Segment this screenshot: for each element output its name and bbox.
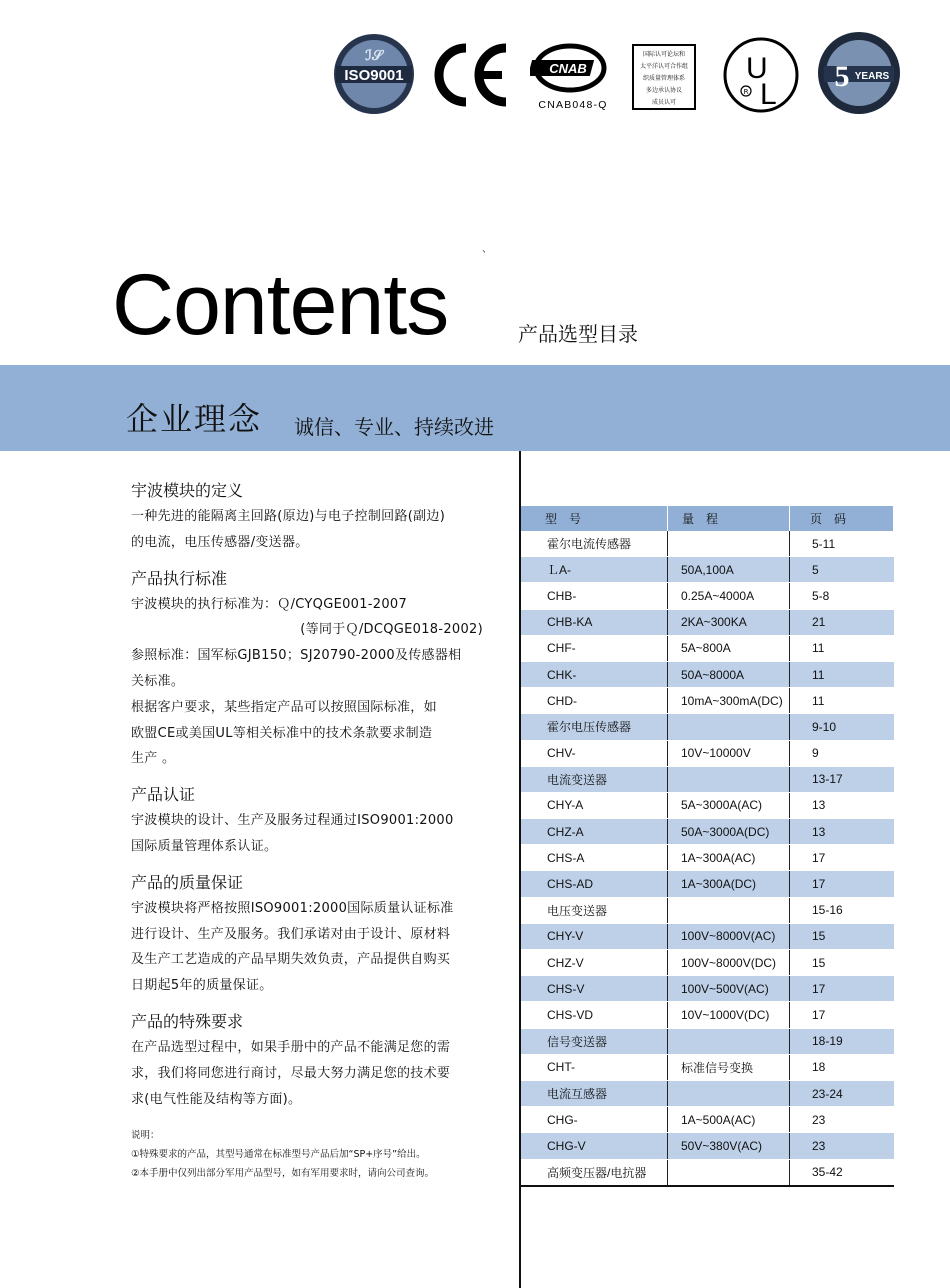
- cell-page: 11: [790, 661, 894, 687]
- cell-model: CHB-KA: [521, 609, 668, 635]
- iaf-mutual-recognition-mark: [632, 44, 696, 110]
- company-info-column: [131, 478, 483, 1183]
- banner-title: 企业理念: [126, 400, 263, 438]
- svg-text:CNAB048-Q: CNAB048-Q: [538, 99, 608, 111]
- note-item: ②本手册中仅列出部分军用产品型号，如有军用要求时，请向公司查询。: [131, 1168, 435, 1180]
- cell-page: 17: [790, 871, 894, 897]
- special-line: 求(电气性能及结构等方面)。: [131, 1091, 302, 1107]
- cell-range: [668, 1159, 790, 1186]
- cnab-logo: [530, 38, 616, 112]
- quality-line: 及生产工艺造成的产品早期失效负责，产品提供自购买: [131, 952, 451, 968]
- cell-model: 电流互感器: [521, 1080, 668, 1106]
- table-row: [521, 950, 894, 976]
- section-title-standard: 产品执行标准: [131, 568, 228, 588]
- cell-model: 电流变送器: [521, 766, 668, 792]
- cell-page: 23: [790, 1133, 894, 1159]
- special-line: 在产品选型过程中，如果手册中的产品不能满足您的需: [131, 1039, 451, 1055]
- svg-text:YEARS: YEARS: [854, 71, 890, 82]
- certification-logos: [330, 30, 900, 120]
- table-row: [521, 766, 894, 792]
- table-row: [521, 897, 894, 923]
- cell-range: 1A~500A(AC): [668, 1107, 790, 1133]
- section-title-definition: 宇波模块的定义: [131, 481, 244, 500]
- page-title: Contents: [112, 257, 449, 353]
- table-row: [521, 661, 894, 687]
- section-title-special: 产品的特殊要求: [131, 1011, 244, 1031]
- cell-page: 11: [790, 688, 894, 714]
- svg-text:国际认可论坛和: 国际认可论坛和: [642, 51, 686, 58]
- standard-line: (等同于Ｑ/DCQGE018-2002): [300, 622, 483, 638]
- cell-model: CHY-V: [521, 923, 668, 949]
- table-row: [521, 1159, 894, 1186]
- cell-range: 5A~3000A(AC): [668, 792, 790, 818]
- cell-page: 23: [790, 1107, 894, 1133]
- certification-line: 宇波模块的设计、生产及服务过程通过ISO9001:2000: [131, 813, 454, 829]
- cell-page: 23-24: [790, 1080, 894, 1106]
- cell-range: 0.25A~4000A: [668, 583, 790, 609]
- table-row: [521, 531, 894, 557]
- certification-line: 国际质量管理体系认证。: [131, 838, 278, 854]
- cell-range: [668, 714, 790, 740]
- header-range: 量 程: [668, 506, 790, 531]
- table-row: [521, 1054, 894, 1080]
- cell-page: 15-16: [790, 897, 894, 923]
- ce-mark-logo: [434, 42, 510, 108]
- table-row: [521, 792, 894, 818]
- svg-text:R: R: [743, 88, 749, 96]
- cell-page: 17: [790, 1002, 894, 1028]
- cell-page: 5-11: [790, 531, 894, 557]
- cell-model: CHS-A: [521, 845, 668, 871]
- cell-page: 13: [790, 792, 894, 818]
- svg-text:ISO9001: ISO9001: [344, 67, 404, 84]
- cell-model: CHF-: [521, 635, 668, 661]
- cell-range: 100V~8000V(DC): [668, 950, 790, 976]
- cell-model: CHZ-A: [521, 819, 668, 845]
- cell-page: 15: [790, 923, 894, 949]
- svg-text:成员认可: 成员认可: [651, 99, 677, 106]
- cell-model: CHT-: [521, 1054, 668, 1080]
- quality-line: 进行设计、生产及服务。我们承诺对由于设计、原材料: [131, 926, 451, 942]
- notes: [131, 1126, 483, 1183]
- cell-model: CHS-V: [521, 976, 668, 1002]
- notes-title: 说明：: [131, 1130, 160, 1142]
- cell-range: 50A,100A: [668, 557, 790, 583]
- cell-page: 5-8: [790, 583, 894, 609]
- table-row: [521, 1028, 894, 1054]
- cell-page: 21: [790, 609, 894, 635]
- cell-model: 高频变压器/电抗器: [521, 1159, 668, 1186]
- cell-model: 信号变送器: [521, 1028, 668, 1054]
- table-row: [521, 923, 894, 949]
- cell-model: 电压变送器: [521, 897, 668, 923]
- standard-line: 宇波模块的执行标准为：Ｑ/CYQGE001-2007: [131, 596, 408, 612]
- product-selection-table: [521, 506, 894, 1187]
- standard-line: 欧盟CE或美国UL等相关标准中的技术条款要求制造: [131, 725, 433, 741]
- table-row: [521, 714, 894, 740]
- cell-range: [668, 531, 790, 557]
- quality-line: 日期起5年的质量保证。: [131, 978, 273, 994]
- cell-range: 10V~10000V: [668, 740, 790, 766]
- cell-model: CHB-: [521, 583, 668, 609]
- cell-model: ＬA-: [521, 557, 668, 583]
- standard-line: 根据客户要求，某些指定产品可以按照国际标准，如: [131, 699, 437, 715]
- cell-range: 50A~8000A: [668, 661, 790, 687]
- cell-model: CHV-: [521, 740, 668, 766]
- table-row: [521, 740, 894, 766]
- header-page: 页 码: [790, 506, 894, 531]
- cell-range: 1A~300A(DC): [668, 871, 790, 897]
- philosophy-banner: [0, 365, 950, 451]
- definition-line: 的电流，电压传感器/变送器。: [131, 534, 309, 550]
- table-row: [521, 819, 894, 845]
- cell-range: 50A~3000A(DC): [668, 819, 790, 845]
- definition-line: 一种先进的能隔离主回路(原边)与电子控制回路(副边): [131, 509, 446, 524]
- svg-text:太平洋认可合作组: 太平洋认可合作组: [639, 63, 689, 70]
- cell-page: 35-42: [790, 1159, 894, 1186]
- table-row: [521, 845, 894, 871]
- page-subtitle: 产品选型目录: [518, 322, 638, 346]
- cell-model: 霍尔电流传感器: [521, 531, 668, 557]
- cell-range: 100V~8000V(AC): [668, 923, 790, 949]
- cell-page: 17: [790, 976, 894, 1002]
- cell-page: 15: [790, 950, 894, 976]
- cell-page: 11: [790, 635, 894, 661]
- cell-range: 100V~500V(AC): [668, 976, 790, 1002]
- cell-model: CHG-V: [521, 1133, 668, 1159]
- svg-text:CNAB: CNAB: [549, 61, 587, 76]
- standard-line: 关标准。: [131, 673, 185, 689]
- cell-range: 标准信号变换: [668, 1054, 790, 1080]
- cell-model: CHK-: [521, 661, 668, 687]
- cell-model: 霍尔电压传感器: [521, 714, 668, 740]
- cell-model: CHG-: [521, 1107, 668, 1133]
- quality-line: 宇波模块将严格按照ISO9001:2000国际质量认证标准: [131, 900, 454, 916]
- cell-range: [668, 766, 790, 792]
- cell-page: 9-10: [790, 714, 894, 740]
- svg-text:L: L: [760, 78, 777, 111]
- cell-page: 9: [790, 740, 894, 766]
- iso9001-logo: [332, 32, 416, 116]
- cell-range: 10mA~300mA(DC): [668, 688, 790, 714]
- cell-range: 1A~300A(AC): [668, 845, 790, 871]
- cell-page: 17: [790, 845, 894, 871]
- cell-page: 18-19: [790, 1028, 894, 1054]
- ul-logo: [722, 36, 800, 114]
- cell-range: 10V~1000V(DC): [668, 1002, 790, 1028]
- svg-text:织质量管理体系: 织质量管理体系: [642, 75, 686, 82]
- table-row: [521, 688, 894, 714]
- special-line: 求，我们将同您进行商讨，尽最大努力满足您的技术要: [131, 1065, 451, 1081]
- cell-model: CHY-A: [521, 792, 668, 818]
- table-row: [521, 557, 894, 583]
- cell-range: [668, 897, 790, 923]
- table-row: [521, 1002, 894, 1028]
- five-years-warranty-logo: [816, 30, 902, 116]
- cell-page: 18: [790, 1054, 894, 1080]
- table-row: [521, 976, 894, 1002]
- table-header-row: [521, 506, 894, 531]
- section-title-certification: 产品认证: [131, 785, 196, 805]
- header-model: 型 号: [521, 506, 668, 531]
- standard-line: 生产 。: [131, 751, 176, 767]
- cell-model: CHS-VD: [521, 1002, 668, 1028]
- cell-model: CHD-: [521, 688, 668, 714]
- table-row: [521, 583, 894, 609]
- note-item: ①特殊要求的产品，其型号通常在标准型号产品后加“SP+序号”给出。: [131, 1149, 426, 1161]
- table-row: [521, 609, 894, 635]
- cell-model: CHS-AD: [521, 871, 668, 897]
- svg-text:U: U: [746, 52, 768, 85]
- cell-page: 13-17: [790, 766, 894, 792]
- cell-page: 5: [790, 557, 894, 583]
- table-row: [521, 1133, 894, 1159]
- svg-text:ℐ𝒮: ℐ𝒮: [365, 47, 383, 63]
- decorative-mark: 、: [482, 244, 492, 255]
- cell-page: 13: [790, 819, 894, 845]
- cell-range: 5A~800A: [668, 635, 790, 661]
- svg-text:多边承认协议: 多边承认协议: [645, 87, 683, 94]
- cell-range: 50V~380V(AC): [668, 1133, 790, 1159]
- table-row: [521, 871, 894, 897]
- table-row: [521, 635, 894, 661]
- standard-line: 参照标准：国军标GJB150；SJ20790-2000及传感器相: [131, 648, 462, 664]
- banner-subtitle: 诚信、专业、持续改进: [294, 415, 494, 439]
- table-row: [521, 1080, 894, 1106]
- table-row: [521, 1107, 894, 1133]
- cell-range: 2KA~300KA: [668, 609, 790, 635]
- cell-model: CHZ-V: [521, 950, 668, 976]
- svg-text:5: 5: [834, 60, 850, 93]
- cell-range: [668, 1080, 790, 1106]
- cell-range: [668, 1028, 790, 1054]
- section-title-quality: 产品的质量保证: [131, 872, 244, 892]
